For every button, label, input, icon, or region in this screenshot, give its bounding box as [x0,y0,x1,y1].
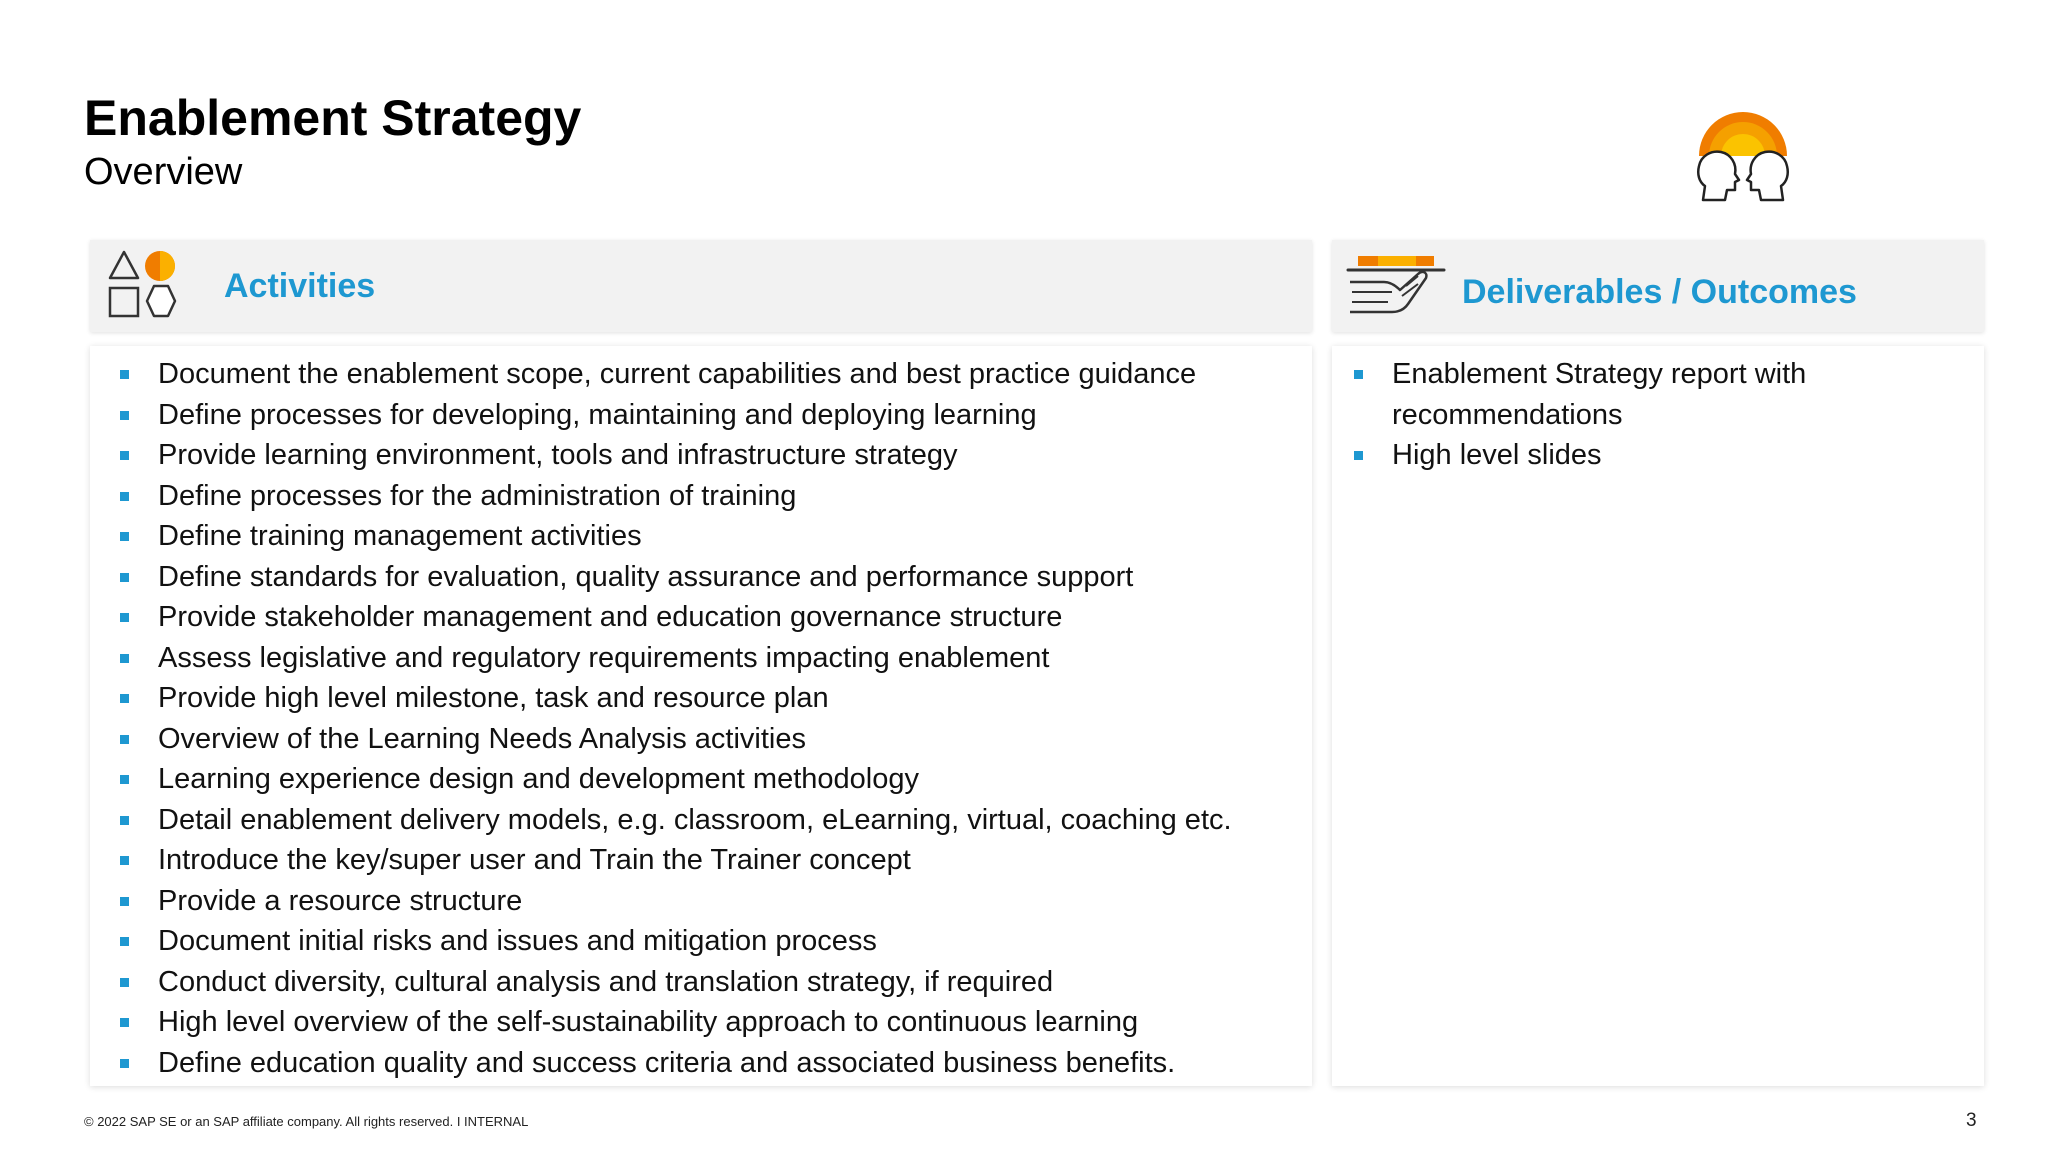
list-item: Provide learning environment, tools and infrastructure strategy [120,435,1300,476]
list-item: Assess legislative and regulatory requirements impacting enablement [120,638,1300,679]
list-item: Define standards for evaluation, quality assurance and performance support [120,557,1300,598]
activities-panel [90,346,1312,1086]
list-item: Provide high level milestone, task and resource plan [120,678,1300,719]
list-item: Learning experience design and development methodology [120,759,1300,800]
activities-list [120,354,1300,1083]
bullet-icon [120,1018,129,1027]
deliverables-panel [1332,346,1984,1086]
bullet-icon [1354,451,1363,460]
bullet-icon [120,735,129,744]
page-title: Enablement Strategy [84,90,582,146]
hand-serving-tray-icon [1344,252,1448,324]
bullet-icon [120,856,129,865]
deliverables-header [1332,240,1984,332]
page-number: 3 [1966,1110,1977,1131]
bullet-icon [120,532,129,541]
deliverables-list [1354,354,1954,476]
bullet-icon [120,370,129,379]
list-item: Conduct diversity, cultural analysis and translation strategy, if required [120,962,1300,1003]
bullet-icon [120,978,129,987]
bullet-icon [120,451,129,460]
activities-title: Activities [224,267,376,305]
list-item: Provide a resource structure [120,881,1300,922]
list-item: Introduce the key/super user and Train the Trainer concept [120,840,1300,881]
shapes-icon [104,248,184,324]
bullet-icon [120,411,129,420]
bullet-icon [120,937,129,946]
list-item: Provide stakeholder management and education governance structure [120,597,1300,638]
bullet-icon [120,816,129,825]
list-item: High level overview of the self-sustainability approach to continuous learning [120,1002,1300,1043]
list-item: Define processes for the administration of training [120,476,1300,517]
list-item: Overview of the Learning Needs Analysis activities [120,719,1300,760]
two-heads-sunrise-icon [1695,108,1791,204]
bullet-icon [120,1059,129,1068]
bullet-icon [120,492,129,501]
list-item: Detail enablement delivery models, e.g. classroom, eLearning, virtual, coaching etc. [120,800,1300,841]
bullet-icon [120,613,129,622]
list-item: Enablement Strategy report with recommendations [1354,354,1954,435]
footer-copyright: © 2022 SAP SE or an SAP affiliate company. All rights reserved. I INTERNAL [84,1114,529,1129]
bullet-icon [120,573,129,582]
bullet-icon [1354,370,1363,379]
list-item: Document the enablement scope, current capabilities and best practice guidance [120,354,1300,395]
list-item: High level slides [1354,435,1954,476]
bullet-icon [120,694,129,703]
list-item: Define education quality and success criteria and associated business benefits. [120,1043,1300,1084]
deliverables-title: Deliverables / Outcomes [1462,273,1857,311]
bullet-icon [120,654,129,663]
list-item: Document initial risks and issues and mitigation process [120,921,1300,962]
bullet-icon [120,775,129,784]
activities-header [90,240,1312,332]
list-item: Define training management activities [120,516,1300,557]
bullet-icon [120,897,129,906]
page-subtitle: Overview [84,151,243,193]
list-item: Define processes for developing, maintaining and deploying learning [120,395,1300,436]
